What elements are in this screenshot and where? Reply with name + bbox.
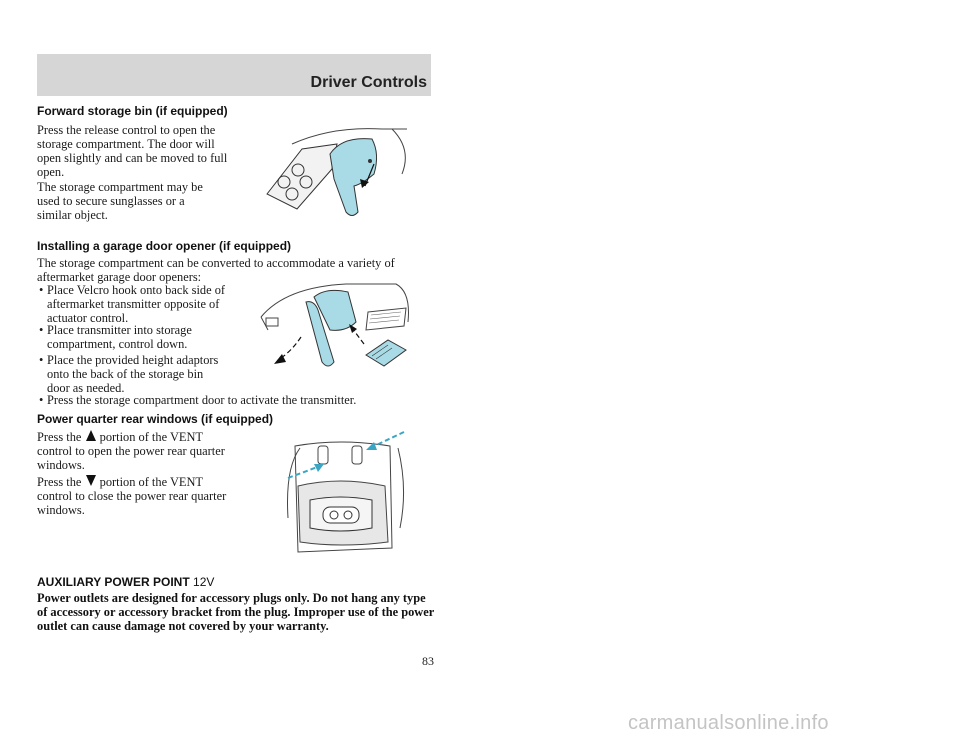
- up-arrow-icon: [86, 430, 96, 441]
- section-heading-storage-bin: Forward storage bin (if equipped): [37, 104, 228, 118]
- paragraph-storage-bin-2: The storage compartment may be used to secure sunglasses or a similar object.: [37, 180, 203, 222]
- section-heading-garage-opener: Installing a garage door opener (if equipped): [37, 239, 292, 253]
- paragraph-vent-open: Press the portion of the VENT control to open the power rear quarter windows.: [37, 430, 225, 472]
- paragraph-storage-bin-1: Press the release control to open the storage compartment. The door will open slightly and can be moved to full open.: [37, 123, 228, 179]
- watermark: carmanualsonline.info: [628, 712, 829, 734]
- paragraph-vent-close: Press the portion of the VENT control to close the power rear quarter windows.: [37, 475, 227, 517]
- storage-bin-illustration: [262, 124, 412, 224]
- power-point-warning: Power outlets are designed for accessory plugs only. Do not hang any type of accessory or accessory bracket from the plug. Improper use of the power outlet can cause damage not covered by your warranty.: [37, 591, 435, 633]
- voltage-label: 12V: [193, 575, 215, 589]
- garage-opener-illustration: [256, 282, 416, 377]
- section-heading-power-point: AUXILIARY POWER POINT 12V: [37, 575, 215, 589]
- section-heading-rear-windows: Power quarter rear windows (if equipped): [37, 412, 274, 426]
- vent-control-illustration: [280, 428, 410, 556]
- paragraph-garage-intro: The storage compartment can be converted to accommodate a variety of aftermarket garage door openers:: [37, 256, 395, 284]
- page-title: Driver Controls: [310, 74, 427, 91]
- page-number: 83: [422, 654, 434, 668]
- down-arrow-icon: [86, 475, 96, 486]
- header-bar: [37, 54, 431, 96]
